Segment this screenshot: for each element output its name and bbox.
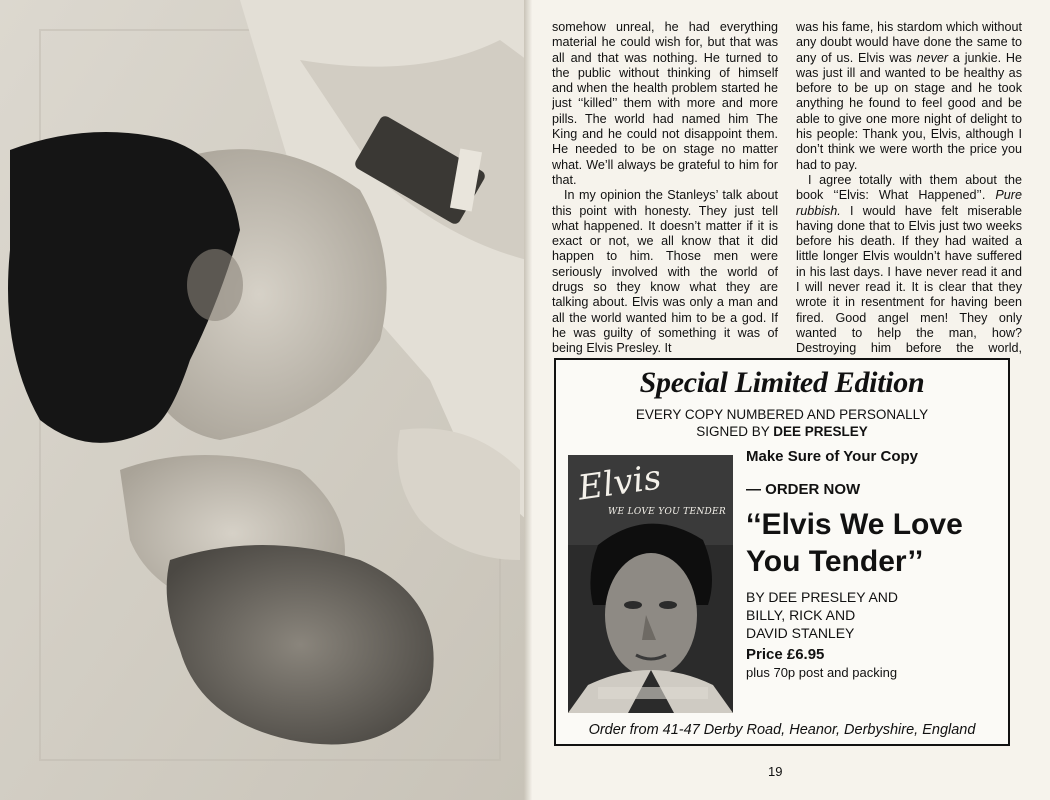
article-column-2 [796,20,1022,355]
article-columns [552,20,1022,355]
cover-subtitle: WE LOVE YOU TENDER [608,507,726,517]
article-paragraph: somehow unreal, he had everything material he could wish for, but that was all and that was nothing. He turned to the public without thinking of himself and when the health problem started he just ‘‘killed’’ them with more and more pills. The world had named him The King and he could not disappoint them. He needed to be on stage no matter what. We’ll always be grateful to him for that. [552,20,778,187]
book-title: ‘‘Elvis We Love You Tender’’ [746,508,963,578]
page-number: 19 [768,764,783,779]
advertisement-box [554,358,1010,746]
book-spine [524,0,532,800]
postage-text: plus 70p post and packing [746,665,898,680]
article-paragraph: In my opinion the Stanleys’ talk about this point with honesty. They just tell what happened. It doesn’t matter if it is exact or not, we all know that it did happen to him. Those men were seriously involved with the world of drugs so they know what they are talking about. Elvis was only a man and all the world wanted him to be a god. If he was guilty of something it was of being Elvis Presley. It [552,188,778,355]
article-column-1 [552,20,778,355]
book-price: Price £6.95 [746,646,825,663]
article-paragraph: I agree totally with them about the book ‘‘Elvis: What Happened’’. Pure rubbish. I would have felt miserable having done that to Elvis just two weeks before his death. If they had waited a little longer Elvis wouldn’t have suffered in his last days. I have never read it and I will never read it. It is clear that they wrote it in resentment for having been fired. Good angel men! They only wanted to help the man, how? Destroying him before the world, [796,172,1022,355]
order-address: Order from 41-47 Derby Road, Heanor, Derbyshire, England [588,722,976,738]
ad-title: Special Limited Edition [639,366,925,399]
cover-script-title: Elvis [575,457,664,509]
book-authors: BY DEE PRESLEY AND BILLY, RICK AND DAVID STANLEY [746,589,898,641]
ad-book-details [746,448,1008,680]
ad-subtitle: EVERY COPY NUMBERED AND PERSONALLY SIGNED BY DEE PRESLEY [635,407,929,439]
article-paragraph: was his fame, his stardom which without any doubt would have done the same to any of us. Elvis was never a junkie. He was just ill and wanted to be healthy as before to be up on stage and he took anything he found to feel good and be able to give one more night of delight to his people: Thank you, Elvis, although I don’t think we were worth the price you had to pay. [796,20,1022,172]
right-page [532,0,1050,800]
make-sure-text: Make Sure of Your Copy [746,448,918,465]
book-cover-image [568,455,733,713]
order-now-text: — ORDER NOW [746,481,861,498]
